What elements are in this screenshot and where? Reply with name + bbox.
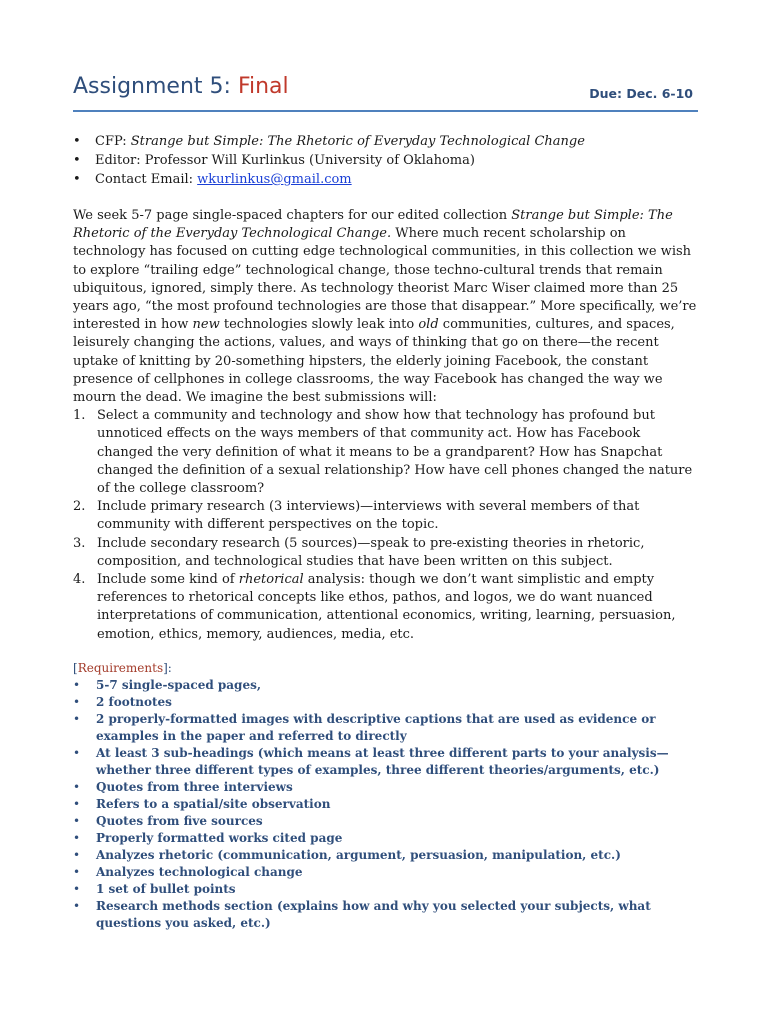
contact-label: Contact Email:	[95, 172, 198, 187]
requirement-item: • At least 3 sub-headings (which means at least three different parts to your analysis—whether three different types of examples, three different theories/arguments, etc.)	[73, 745, 698, 779]
requirement-item: • 1 set of bullet points	[73, 881, 698, 898]
cfp-title: Strange but Simple: The Rhetoric of Everyday Technological Change	[130, 134, 585, 149]
collection-title: Strange but Simple: The Rhetoric of the Everyday Technological Change.	[73, 208, 673, 242]
requirement-item: • Analyzes technological change	[73, 864, 698, 881]
requirement-item: • Quotes from five sources	[73, 813, 698, 830]
meta-list	[73, 132, 698, 189]
requirement-item: • 2 properly-formatted images with descriptive captions that are used as evidence or examples in the paper and referred to directly	[73, 711, 698, 745]
criteria-number: 3.	[73, 535, 86, 551]
body-text	[73, 207, 698, 644]
criteria-text: Include some kind of	[97, 572, 239, 588]
criteria-item	[73, 498, 698, 534]
due-date: Due: Dec. 6-10	[589, 86, 693, 101]
requirements-list	[73, 677, 698, 932]
requirement-item: • 2 footnotes	[73, 694, 698, 711]
criteria-text: Include secondary research (5 sources)—speak to pre-existing theories in rhetoric, composition, and technological studies that have been written on this subject.	[97, 535, 645, 569]
intro-text-1: We seek 5-7 page single-spaced chapters for our edited collection	[73, 208, 512, 223]
intro-new: new	[192, 317, 220, 333]
page-title	[73, 74, 289, 99]
requirements-section	[73, 660, 698, 932]
meta-editor: • Editor: Professor Will Kurlinkus (University of Oklahoma)	[73, 151, 698, 170]
criteria-item	[73, 407, 698, 498]
criteria-number: 4.	[73, 572, 86, 588]
criteria-text: Select a community and technology and show how that technology has profound but unnoticed effects on the ways members of that community act. How has Facebook changed the very definition of what it means to be a grandparent? How has Snapchat changed the definition of a sexual relationship? How have cell phones changed the nature of the college classroom?	[97, 408, 693, 497]
intro-old: old	[418, 317, 439, 333]
criteria-item	[73, 571, 698, 644]
intro-text-2: Where much recent scholarship on technology has focused on cutting edge technological communities, in this collection we wish to explore “trailing edge” technological change, those techno-cultural trends that remain ubiquitous, ignored, simply there. As technology theorist Marc Wiser claimed more than 25 years ago, “the most profound technologies are those that disappear.” More specifically, we’re interested in how	[73, 226, 697, 333]
title-divider	[73, 110, 698, 112]
requirement-item: • Refers to a spatial/site observation	[73, 796, 698, 813]
requirement-item: • Research methods section (explains how and why you selected your subjects, what questions you asked, etc.)	[73, 898, 698, 932]
requirement-item: • Quotes from three interviews	[73, 779, 698, 796]
intro-text-3: technologies slowly leak into	[219, 317, 419, 333]
bracket-close: ]:	[163, 661, 172, 675]
title-prefix: Assignment 5:	[73, 74, 238, 99]
meta-cfp	[73, 132, 698, 151]
criteria-text: analysis: though we don’t want simplistic and empty references to rhetorical concepts like ethos, pathos, and logos, we do want nuanced interpretations of communication, attentional economics, writing, learning, persuasion, emotion, ethics, memory, audiences, media, etc.	[97, 572, 676, 642]
contact-email-link[interactable]: wkurlinkus@gmail.com	[197, 172, 352, 187]
criteria-number: 2.	[73, 499, 86, 515]
criteria-number: 1.	[73, 408, 86, 424]
criteria-list	[73, 407, 698, 644]
requirement-item: • Properly formatted works cited page	[73, 830, 698, 847]
intro-text-4: communities, cultures, and spaces, leisurely changing the actions, values, and ways of thinking that go on there—the recent uptake of knitting by 20-something hipsters, the elderly joining Facebook, the constant presence of cellphones in college classrooms, the way Facebook has changed the way we mourn the dead. We imagine the best submissions will:	[73, 317, 675, 406]
requirements-label: Requirements	[77, 661, 164, 675]
meta-contact	[73, 170, 698, 189]
requirements-heading	[73, 660, 698, 677]
bracket-open: [	[73, 661, 78, 675]
requirement-item: • Analyzes rhetoric (communication, argument, persuasion, manipulation, etc.)	[73, 847, 698, 864]
criteria-text: Include primary research (3 interviews)—interviews with several members of that community with different perspectives on the topic.	[97, 499, 640, 533]
intro-paragraph	[73, 207, 698, 407]
title-highlight: Final	[237, 74, 289, 99]
cfp-label: CFP:	[95, 134, 131, 149]
criteria-item	[73, 535, 698, 571]
requirement-item: • 5-7 single-spaced pages,	[73, 677, 698, 694]
criteria-emphasis: rhetorical	[238, 572, 304, 588]
